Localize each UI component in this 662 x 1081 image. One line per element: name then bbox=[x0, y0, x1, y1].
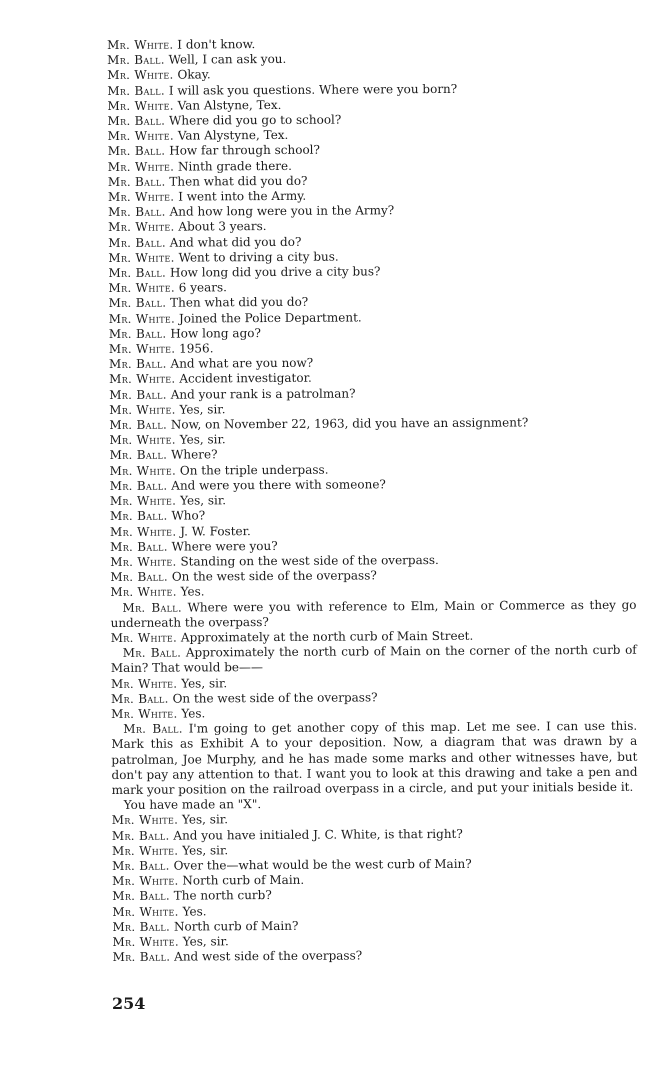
speaker-label: Mr. Ball. bbox=[122, 645, 182, 661]
speaker-label: Mr. White. bbox=[112, 934, 179, 949]
speaker-label: Mr. White. bbox=[110, 630, 178, 645]
line-text: Then what did you do? bbox=[169, 173, 308, 189]
line-text: And your rank is a patrolman? bbox=[170, 386, 356, 402]
speaker-label: Mr. Ball. bbox=[112, 889, 170, 904]
speaker-label: Mr. White. bbox=[109, 402, 176, 417]
line-text: I don't know. bbox=[177, 37, 256, 52]
line-text: Standing on the west side of the overpass. bbox=[180, 552, 439, 569]
line-text: 1956. bbox=[179, 341, 214, 356]
line-text: I went into the Army. bbox=[178, 188, 307, 204]
speaker-label: Mr. White. bbox=[110, 676, 178, 691]
speaker-label: Mr. Ball. bbox=[108, 235, 166, 250]
speaker-label: Mr. White. bbox=[107, 68, 174, 83]
line-text: On the west side of the overpass? bbox=[171, 568, 377, 584]
speaker-label: Mr. Ball. bbox=[109, 417, 168, 433]
speaker-label: Mr. Ball. bbox=[112, 919, 171, 934]
speaker-label: Mr. White. bbox=[109, 463, 177, 478]
line-text: Yes, sir. bbox=[182, 934, 229, 949]
line-text: Accident investigator. bbox=[179, 371, 312, 387]
speaker-label: Mr. Ball. bbox=[107, 113, 166, 129]
line-text: Ninth grade there. bbox=[177, 158, 292, 174]
line-text: 6 years. bbox=[178, 280, 228, 295]
line-text: Van Alstyne, Tex. bbox=[177, 97, 282, 113]
line-text: Yes, sir. bbox=[182, 843, 229, 858]
line-text: North curb of Main? bbox=[173, 918, 299, 934]
speaker-label: Mr. Ball. bbox=[107, 52, 165, 68]
speaker-label: Mr. Ball. bbox=[122, 600, 182, 615]
line-text: Where did you go to school? bbox=[168, 112, 342, 128]
line-text: And how long were you in the Army? bbox=[169, 203, 395, 219]
speaker-label: Mr. Ball. bbox=[108, 296, 167, 311]
transcript-line bbox=[110, 597, 636, 631]
line-text: Well, I can ask you. bbox=[168, 52, 287, 67]
page-number: 254 bbox=[112, 994, 146, 1013]
speaker-label: Mr. Ball. bbox=[110, 691, 169, 706]
line-text: Yes, sir. bbox=[179, 432, 226, 447]
speaker-label: Mr. Ball. bbox=[109, 387, 167, 402]
line-text: The north curb? bbox=[173, 888, 272, 903]
speaker-label: Mr. White. bbox=[108, 280, 175, 296]
line-text: About 3 years. bbox=[178, 219, 267, 235]
speaker-label: Mr. Ball. bbox=[108, 204, 166, 220]
speaker-label: Mr. White. bbox=[109, 432, 176, 448]
transcript-line bbox=[111, 719, 637, 798]
line-text: Where were you? bbox=[171, 538, 278, 554]
speaker-label: Mr. Ball. bbox=[108, 356, 167, 372]
line-text: Approximately the north curb of Main on the corner of the north curb of Main? That would be—— bbox=[110, 642, 637, 676]
speaker-label: Mr. White. bbox=[107, 128, 175, 144]
line-text: And were you there with someone? bbox=[171, 477, 386, 493]
speaker-label: Mr. White. bbox=[108, 220, 175, 235]
speaker-label: Mr. White. bbox=[109, 372, 176, 387]
transcript-line bbox=[111, 643, 637, 677]
line-text: How long did you drive a city bus? bbox=[169, 264, 381, 280]
speaker-label: Mr. White. bbox=[111, 812, 179, 828]
line-text: I'm going to get another copy of this map. Let me see. I can use this. Mark this as Exhibit A to your deposition. Now, a diagram that was drawn by a patrolman, Joe Murphy, and he has made some marks and other witnesses have, but don't pay any attention to that. I want you to look at this drawing and take a pen and mark your position on the railroad overpass in a circle, and put your initials beside it. bbox=[111, 718, 638, 797]
line-text: Now, on November 22, 1963, did you have an assignment? bbox=[170, 415, 529, 432]
line-text: Approximately at the north curb of Main Street. bbox=[180, 628, 474, 645]
speaker-label: Mr. White. bbox=[111, 706, 178, 721]
speaker-label: Mr. Ball. bbox=[110, 569, 169, 585]
line-text: Okay. bbox=[177, 67, 211, 82]
line-text: North curb of Main. bbox=[182, 872, 305, 888]
speaker-label: Mr. Ball. bbox=[108, 265, 167, 281]
line-text: Yes, sir. bbox=[181, 812, 229, 827]
line-text: On the west side of the overpass? bbox=[172, 690, 378, 706]
speaker-label: Mr. White. bbox=[109, 493, 177, 509]
line-text: Yes, sir. bbox=[181, 675, 228, 691]
speaker-label: Mr. Ball. bbox=[110, 539, 168, 554]
speaker-label: Mr. Ball. bbox=[109, 478, 168, 493]
speaker-label: Mr. Ball. bbox=[107, 144, 166, 159]
speaker-label: Mr. Ball. bbox=[123, 721, 183, 737]
line-text: Then what did you do? bbox=[170, 295, 309, 311]
line-text: And what are you now? bbox=[170, 356, 314, 371]
speaker-label: Mr. White. bbox=[112, 873, 179, 889]
testimony-block bbox=[107, 35, 639, 966]
speaker-label: Mr. Ball. bbox=[112, 858, 170, 873]
speaker-label: Mr. White. bbox=[107, 37, 174, 52]
speaker-label: Mr. Ball. bbox=[108, 326, 167, 341]
speaker-label: Mr. Ball. bbox=[109, 508, 168, 524]
line-text: Where were you with reference to Elm, Main or Commerce as they go underneath the overpass? bbox=[110, 597, 637, 630]
speaker-label: Mr. White. bbox=[110, 584, 177, 600]
line-text: Joined the Police Department. bbox=[178, 310, 362, 326]
speaker-label: Mr. White. bbox=[109, 524, 177, 539]
line-text: How long ago? bbox=[170, 325, 261, 341]
line-text: And what did you do? bbox=[169, 234, 302, 250]
speaker-label: Mr. Ball. bbox=[111, 828, 170, 843]
line-text: Van Alystyne, Tex. bbox=[177, 128, 289, 143]
speaker-label: Mr. Ball. bbox=[107, 174, 166, 189]
speaker-label: Mr. White. bbox=[107, 189, 175, 205]
speaker-label: Mr. Ball. bbox=[109, 448, 168, 463]
line-text: And west side of the overpass? bbox=[174, 948, 363, 964]
line-text: And you have initialed J. C. White, is that right? bbox=[173, 826, 463, 843]
speaker-label: Mr. White. bbox=[108, 341, 176, 357]
line-text: Yes. bbox=[180, 584, 205, 599]
line-text: Yes, sir. bbox=[180, 493, 227, 508]
speaker-label: Mr. White. bbox=[110, 554, 177, 569]
line-text: J. W. Foster. bbox=[180, 523, 251, 539]
line-text: Over the—what would be the west curb of Main? bbox=[173, 856, 472, 873]
line-text: Where? bbox=[171, 447, 218, 463]
line-text: Went to driving a city bus. bbox=[178, 249, 339, 265]
speaker-label: Mr. Ball. bbox=[112, 949, 171, 965]
speaker-label: Mr. White. bbox=[107, 98, 174, 113]
line-text: Yes. bbox=[182, 903, 207, 919]
speaker-label: Mr. Ball. bbox=[107, 83, 166, 98]
line-text: I will ask you questions. Where were you born? bbox=[168, 81, 458, 98]
speaker-label: Mr. White. bbox=[107, 159, 175, 174]
line-text: On the triple underpass. bbox=[179, 462, 329, 478]
speaker-label: Mr. White. bbox=[108, 250, 175, 265]
line-text: How far through school? bbox=[169, 143, 320, 159]
line-text: Yes. bbox=[181, 706, 206, 721]
line-text: Yes, sir. bbox=[179, 402, 226, 417]
speaker-label: Mr. White. bbox=[112, 904, 179, 919]
transcript-line bbox=[113, 947, 639, 965]
speaker-label: Mr. White. bbox=[111, 843, 179, 858]
speaker-label: Mr. White. bbox=[108, 311, 176, 326]
line-text: You have made an "X". bbox=[123, 797, 262, 813]
line-text: Who? bbox=[171, 508, 206, 523]
